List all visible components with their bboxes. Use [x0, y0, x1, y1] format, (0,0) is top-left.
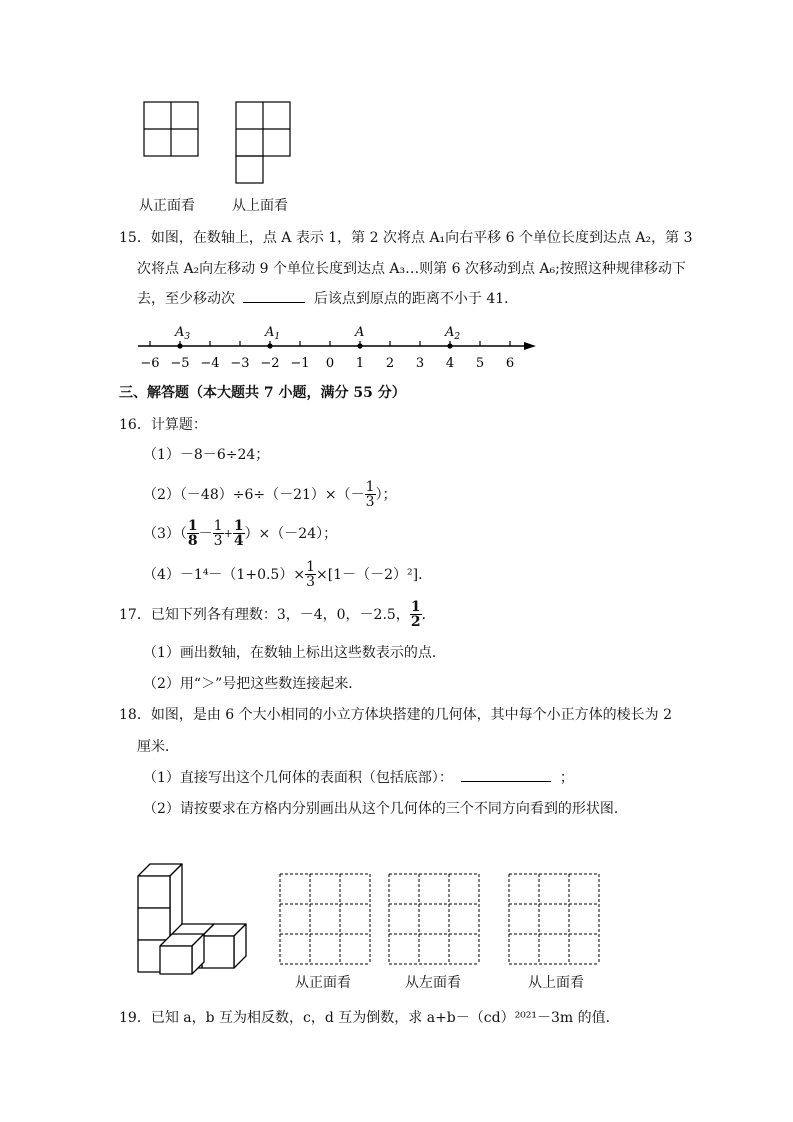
number-line-point-label: $A_1$ — [265, 325, 281, 342]
q16-part4-fraction — [305, 560, 316, 589]
q16-title: 16．计算题： — [119, 417, 207, 433]
dashed-grid[interactable] — [509, 874, 599, 964]
number-line-tick-label: −4 — [200, 356, 220, 371]
dashed-grid[interactable] — [280, 874, 370, 964]
number-line-tick-label: 5 — [475, 356, 485, 371]
q18-part1-start: （1）直接写出这个几何体的表面积（包括底部）： — [143, 770, 453, 786]
q17-part1: （1）画出数轴，在数轴上标出这些数表示的点． — [143, 645, 446, 661]
number-line-tick-label: −6 — [140, 356, 160, 371]
q16-part3-op2: + — [223, 527, 233, 540]
q18-answer-blank[interactable] — [461, 781, 551, 782]
q16-part2-start: （2）（－48）÷6÷（－21）×（－ — [143, 486, 365, 503]
fraction-denominator: 2 — [410, 614, 421, 630]
fraction-numerator: 1 — [410, 599, 421, 615]
grid-label-left: 从左面看 — [405, 975, 461, 991]
number-line-point-label: $A_3$ — [175, 325, 191, 342]
q15-line1: 15．如图，在数轴上，点 A 表示 1，第 2 次将点 A₁向右平移 6 个单位长度到达点 A₂，第 3 — [119, 230, 693, 246]
q16-part3-fraction2 — [213, 519, 224, 548]
number-line-tick-label: 6 — [505, 356, 515, 371]
q16-part3-end: ）×（－24）； — [244, 525, 338, 542]
fraction-denominator: 4 — [233, 533, 244, 549]
fraction-numerator: 1 — [233, 518, 244, 534]
q16-part4-start: （4）－1⁴－（1+0.5）× — [143, 566, 306, 583]
top-view-grid — [236, 102, 290, 183]
q15-line3-end: 后该点到原点的距离不小于 41． — [313, 291, 519, 307]
q18-part1-end: ； — [559, 770, 574, 786]
number-line-tick-label: 1 — [355, 356, 365, 371]
q16-part2-fraction — [365, 480, 376, 509]
q17-title-end: ． — [421, 606, 436, 623]
fraction-numerator: 1 — [187, 518, 198, 534]
q16-part2 — [143, 480, 397, 509]
number-line-tick-label: 2 — [385, 356, 395, 371]
fraction-numerator: 1 — [365, 479, 375, 495]
q19-text: 19．已知 a，b 互为相反数，c，d 互为倒数，求 a+b－（cd）²⁰²¹－3m 的值． — [119, 1010, 620, 1026]
number-line-point — [357, 343, 362, 348]
q18-line1: 18．如图，是由 6 个大小相同的小立方体块搭建的几何体，其中每个小正方体的棱长为 2 — [119, 707, 672, 723]
q18-part2: （2）请按要求在方格内分别画出从这个几何体的三个不同方向看到的形状图． — [143, 801, 628, 817]
dashed-grid[interactable] — [389, 874, 479, 964]
fraction-numerator: 1 — [306, 559, 315, 575]
q15-line3-start: 去，至少移动次 — [137, 291, 235, 307]
q18-part1 — [143, 771, 574, 785]
fraction-denominator: 3 — [365, 494, 375, 510]
q16-part2-end: ）； — [375, 486, 397, 503]
q18-line2: 厘米． — [137, 739, 179, 755]
fraction-denominator: 3 — [306, 574, 315, 590]
q16-part3-fraction1 — [187, 519, 199, 548]
number-line-point — [267, 343, 272, 348]
q18-dashed-grids — [276, 872, 606, 966]
number-line-tick-label: −5 — [170, 356, 190, 371]
fraction-denominator: 3 — [213, 533, 223, 549]
q17-title — [119, 600, 436, 629]
section3-title: 三、解答题（本大题共 7 小题，满分 55 分） — [119, 385, 406, 401]
q15-line3 — [137, 292, 518, 306]
q16-part1: （1）－8－6÷24； — [143, 447, 270, 463]
number-line-point-label: $A_2$ — [445, 325, 461, 342]
q15-answer-blank[interactable] — [243, 302, 305, 303]
q16-part3-op1: － — [198, 525, 213, 542]
number-line-tick-label: 0 — [325, 356, 335, 371]
q16-part3 — [143, 519, 337, 548]
q17-part2: （2）用“＞”号把这些数连接起来． — [143, 676, 363, 692]
front-view-grid — [144, 102, 198, 156]
number-line-point-label: A — [355, 325, 365, 340]
number-line-tick-label: −1 — [290, 356, 310, 371]
q18-cube-solid — [136, 862, 252, 978]
number-line-tick-label: 3 — [415, 356, 425, 371]
number-line-tick-label: 4 — [445, 356, 455, 371]
number-line-tick-label: −2 — [260, 356, 280, 371]
front-view-label: 从正面看 — [139, 198, 195, 214]
top-view-label: 从上面看 — [232, 198, 288, 214]
q16-part3-start: （3）（ — [143, 525, 187, 542]
q15-number-line — [130, 318, 550, 374]
q17-title-fraction — [410, 600, 422, 629]
fraction-numerator: 1 — [213, 518, 223, 534]
grid-label-top: 从上面看 — [528, 975, 584, 991]
number-line-tick-label: −3 — [230, 356, 250, 371]
q16-part3-fraction3 — [233, 519, 245, 548]
grid-label-front: 从正面看 — [295, 975, 351, 991]
number-line-point — [177, 343, 182, 348]
q16-part4-end: ×[1－（－2）²]． — [315, 566, 433, 583]
q14-views-figure — [140, 100, 300, 186]
number-line-point — [447, 343, 452, 348]
fraction-denominator: 8 — [187, 533, 198, 549]
q15-line2: 次将点 A₂向左移动 9 个单位长度到达点 A₃…则第 6 次移动到点 A₆;按照这种规律移动下 — [137, 261, 686, 277]
q16-part4 — [143, 560, 432, 589]
q17-title-start: 17．已知下列各有理数：3，－4，0，－2.5， — [119, 606, 410, 623]
number-line-arrow-icon — [524, 342, 536, 350]
